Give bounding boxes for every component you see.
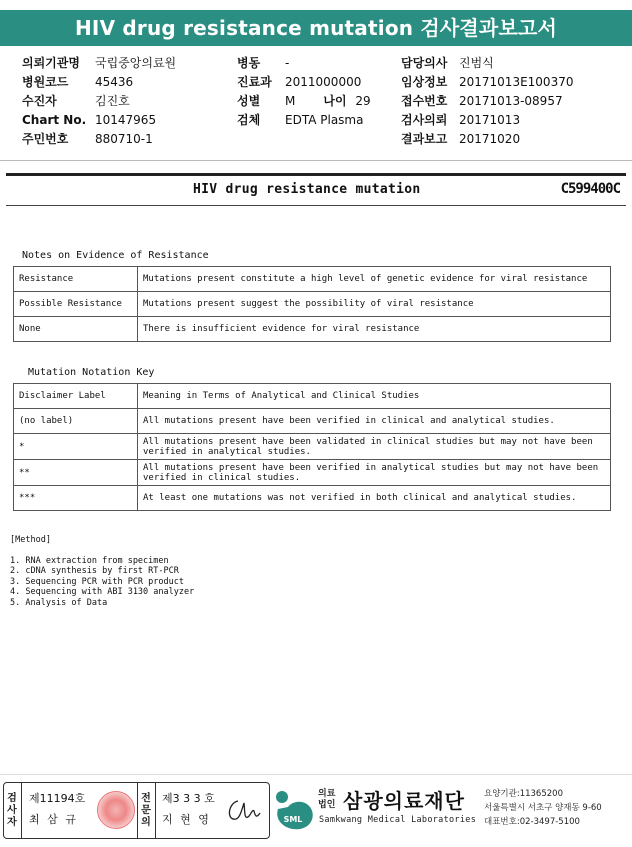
- table-row: [14, 292, 611, 317]
- info-label: 검사의뢰: [401, 113, 448, 127]
- signature-box: [3, 782, 270, 839]
- info-value: 2011000000: [285, 75, 362, 89]
- info-label: 의뢰기관명: [22, 56, 80, 70]
- org-type: 의료 법인: [318, 789, 336, 810]
- table-cell-term: Possible Resistance: [14, 292, 138, 317]
- specialist-name: 지 현 영: [162, 813, 211, 826]
- examiner-license-number: 제11194호: [29, 792, 86, 805]
- table-row: [14, 434, 611, 460]
- info-value: 진범식: [459, 56, 494, 70]
- patient-info-column-3: [401, 54, 573, 149]
- method-step: 5. Analysis of Data: [10, 597, 108, 608]
- divider: [21, 783, 22, 838]
- footer-divider: [0, 774, 632, 775]
- table-row: [14, 267, 611, 292]
- info-value: -: [285, 56, 290, 70]
- report-title-banner: HIV drug resistance mutation 검사결과보고서: [0, 10, 632, 46]
- table-cell-desc: Mutations present constitute a high level of genetic evidence for viral resistance: [138, 267, 611, 292]
- divider: [0, 160, 632, 161]
- method-section: [10, 535, 194, 608]
- info-label: 병원코드: [22, 75, 69, 89]
- info-row: [237, 54, 371, 73]
- info-row: [22, 111, 176, 130]
- examiner-label: 검 사 자: [7, 792, 17, 828]
- org-phone: 대표번호:02-3497-5100: [484, 817, 580, 827]
- info-label: 진료과: [237, 75, 272, 89]
- info-label: 병동: [237, 56, 261, 70]
- logo-text: SML: [283, 815, 303, 824]
- table-row: [14, 486, 611, 511]
- method-step: 2. cDNA synthesis by first RT-PCR: [10, 566, 179, 576]
- table-cell-term: **: [14, 460, 138, 486]
- info-label: 임상정보: [401, 75, 448, 89]
- info-label: 접수번호: [401, 94, 448, 108]
- method-step: 1. RNA extraction from specimen: [10, 555, 169, 566]
- info-value: 20171020: [459, 132, 521, 146]
- info-row: [237, 111, 371, 130]
- evidence-table: [13, 266, 611, 342]
- info-label: 성별: [237, 94, 261, 108]
- table-cell-term: None: [14, 317, 138, 342]
- info-row: [22, 73, 176, 92]
- info-value: 20171013-08957: [459, 94, 563, 108]
- org-name: 삼광의료재단: [343, 789, 465, 813]
- info-row: [401, 73, 573, 92]
- info-value: M: [285, 94, 296, 108]
- info-row: [401, 111, 573, 130]
- info-label: 담당의사: [401, 56, 448, 70]
- notation-section-title: Mutation Notation Key: [28, 367, 155, 378]
- org-code: 요양기관:11365200: [484, 789, 563, 799]
- info-row: [237, 92, 371, 111]
- sml-logo-icon: [272, 787, 316, 833]
- info-value: EDTA Plasma: [285, 113, 364, 127]
- examiner-name: 최 삼 규: [29, 813, 78, 826]
- table-header-term: Disclaimer Label: [14, 384, 138, 409]
- info-row: [237, 73, 371, 92]
- org-name-english: Samkwang Medical Laboratories: [319, 815, 477, 825]
- table-header-desc: Meaning in Terms of Analytical and Clinical Studies: [138, 384, 611, 409]
- divider: [155, 783, 156, 838]
- org-address: 서울특별시 서초구 양재동 9-60: [484, 803, 602, 813]
- info-value: 880710-1: [95, 132, 153, 146]
- info-label: 결과보고: [401, 132, 448, 146]
- table-header-row: [14, 384, 611, 409]
- table-cell-desc: At least one mutations was not verified in both clinical and analytical studies.: [138, 486, 611, 511]
- table-cell-desc: There is insufficient evidence for viral resistance: [138, 317, 611, 342]
- info-row: [22, 54, 176, 73]
- info-row: [401, 54, 573, 73]
- divider-thin: [6, 205, 626, 206]
- test-name: HIV drug resistance mutation: [193, 182, 421, 197]
- info-value: 김진호: [95, 94, 130, 108]
- table-cell-term: (no label): [14, 409, 138, 434]
- evidence-section-title: Notes on Evidence of Resistance: [22, 250, 209, 261]
- table-cell-term: ***: [14, 486, 138, 511]
- table-row: [14, 409, 611, 434]
- info-label: 주민번호: [22, 132, 69, 146]
- specialist-label: 전 문 의: [141, 792, 151, 828]
- signature-icon: [224, 795, 264, 827]
- patient-info-column-2: [237, 54, 371, 130]
- age-label: 나이: [323, 94, 347, 108]
- divider-thick: [6, 173, 626, 176]
- info-row: [22, 130, 176, 149]
- table-row: [14, 317, 611, 342]
- examiner-seal-icon: [97, 791, 135, 829]
- method-step: 4. Sequencing with ABI 3130 analyzer: [10, 587, 195, 597]
- table-cell-desc: All mutations present have been verified in analytical studies but may not have been verified in clinical studies.: [138, 460, 611, 486]
- table-cell-term: Resistance: [14, 267, 138, 292]
- info-row: [401, 92, 573, 111]
- table-cell-desc: Mutations present suggest the possibility of viral resistance: [138, 292, 611, 317]
- info-value: 20171013E100370: [459, 75, 574, 89]
- specialist-license-number: 제3 3 3 호: [162, 792, 215, 805]
- info-label: 검체: [237, 113, 261, 127]
- table-cell-term: *: [14, 434, 138, 460]
- notation-table: [13, 383, 611, 511]
- info-value: 20171013: [459, 113, 521, 127]
- info-row: [22, 92, 176, 111]
- info-label: 수진자: [22, 94, 57, 108]
- table-row: [14, 460, 611, 486]
- test-code: C599400C: [560, 181, 620, 197]
- info-label: Chart No.: [22, 113, 87, 127]
- info-value: 국립중앙의료원: [95, 56, 177, 70]
- info-row: [401, 130, 573, 149]
- method-title: [Method]: [10, 535, 51, 545]
- patient-info-column-1: [22, 54, 176, 149]
- info-value: 10147965: [95, 113, 157, 127]
- age-value: 29: [355, 94, 371, 108]
- method-step: 3. Sequencing PCR with PCR product: [10, 576, 184, 587]
- table-cell-desc: All mutations present have been verified in clinical and analytical studies.: [138, 409, 611, 434]
- table-cell-desc: All mutations present have been validated in clinical studies but may not have been verified in analytical studies.: [138, 434, 611, 460]
- info-value: 45436: [95, 75, 134, 89]
- org-contact-info: [484, 787, 602, 829]
